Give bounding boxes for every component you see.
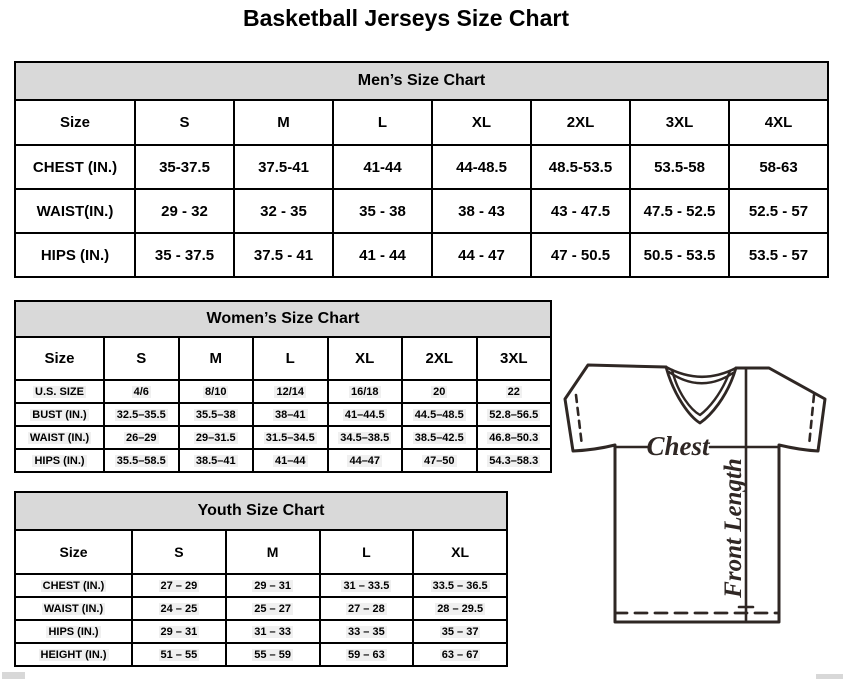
men-size-col-header: XL [432, 100, 531, 145]
youth-size-value-text: 51 – 55 [160, 648, 198, 661]
youth-measurement-label-text: CHEST (IN.) [42, 579, 105, 592]
women-size-value [402, 403, 477, 426]
women-measurement-label-text: HIPS (IN.) [34, 454, 85, 467]
youth-size-value [132, 597, 226, 620]
women-size-value-text: 32.5–35.5 [116, 408, 166, 421]
men-measurement-row [15, 233, 828, 277]
youth-measurement-label [15, 643, 132, 666]
youth-measurement-row [15, 620, 507, 643]
women-size-value-text: 41–44 [274, 454, 306, 467]
men-size-value: 47.5 - 52.5 [630, 189, 729, 233]
youth-size-col-header: M [226, 530, 320, 574]
women-size-value [179, 403, 254, 426]
youth-measurement-label [15, 620, 132, 643]
jersey-measurement-diagram [557, 358, 835, 628]
women-size-value-text: 20 [433, 385, 446, 398]
youth-size-value-text: 31 – 33 [254, 625, 291, 638]
men-size-col-header: L [333, 100, 432, 145]
men-measurement-label: WAIST(IN.) [15, 189, 135, 233]
youth-measurement-row [15, 597, 507, 620]
youth-size-value-text: 63 – 67 [441, 648, 479, 661]
men-size-value: 41-44 [333, 145, 432, 189]
men-size-corner-header: Size [15, 100, 135, 145]
youth-size-value [320, 620, 414, 643]
men-size-value: 43 - 47.5 [531, 189, 630, 233]
men-size-value: 35-37.5 [135, 145, 234, 189]
youth-measurement-row [15, 643, 507, 666]
women-table-title: Women’s Size Chart [15, 301, 551, 337]
women-size-value [179, 449, 254, 472]
women-size-value-text: 22 [507, 385, 520, 398]
women-measurement-label [15, 380, 104, 403]
men-size-value: 53.5 - 57 [729, 233, 828, 277]
men-size-value: 35 - 38 [333, 189, 432, 233]
front-length-label: Front Length [720, 458, 747, 598]
men-size-value: 37.5-41 [234, 145, 333, 189]
women-size-value [179, 380, 254, 403]
women-size-value-text: 38–41 [274, 408, 306, 421]
women-size-col-header: S [104, 337, 179, 380]
women-size-value [402, 449, 477, 472]
youth-size-value [413, 574, 507, 597]
women-table-header-band [15, 301, 551, 337]
youth-size-value-text: 28 – 29.5 [437, 602, 484, 615]
youth-size-corner-header: Size [15, 530, 132, 574]
youth-size-value [413, 620, 507, 643]
women-size-value [179, 426, 254, 449]
youth-size-value-text: 33 – 35 [348, 625, 385, 638]
women-size-value [328, 403, 403, 426]
women-size-value-text: 44.5–48.5 [414, 408, 464, 421]
women-size-value-text: 4/6 [133, 385, 149, 398]
youth-size-col-header: XL [413, 530, 507, 574]
youth-size-value-text: 55 – 59 [254, 648, 291, 661]
women-size-value-text: 26–29 [125, 431, 157, 444]
men-size-value: 47 - 50.5 [531, 233, 630, 277]
women-size-value-text: 8/10 [205, 385, 227, 398]
women-size-value [477, 403, 552, 426]
men-size-col-header: 2XL [531, 100, 630, 145]
women-measurement-label-text: U.S. SIZE [35, 385, 84, 398]
men-size-value: 38 - 43 [432, 189, 531, 233]
youth-size-value-text: 33.5 – 36.5 [432, 579, 488, 592]
women-size-value [477, 380, 552, 403]
women-size-value [402, 426, 477, 449]
women-size-value-text: 35.5–38 [195, 408, 236, 421]
youth-size-header-row [15, 530, 507, 574]
women-measurement-label [15, 449, 104, 472]
left-cuff-dashed-line [576, 395, 582, 446]
women-size-value-text: 34.5–38.5 [340, 431, 390, 444]
men-size-value: 37.5 - 41 [234, 233, 333, 277]
men-size-col-header: S [135, 100, 234, 145]
women-size-value-text: 38.5–42.5 [414, 431, 464, 444]
women-size-value-text: 29–31.5 [195, 431, 236, 444]
women-size-value-text: 54.3–58.3 [489, 454, 539, 467]
youth-measurement-row [15, 574, 507, 597]
youth-size-value [320, 574, 414, 597]
youth-measurement-label [15, 574, 132, 597]
women-size-value-text: 35.5–58.5 [116, 454, 166, 467]
women-size-value-text: 16/18 [350, 385, 379, 398]
youth-size-value [320, 643, 414, 666]
women-size-value-text: 47–50 [423, 454, 455, 467]
youth-measurement-label-text: HIPS (IN.) [48, 625, 99, 638]
men-table-header-band [15, 62, 828, 100]
women-size-col-header: XL [328, 337, 403, 380]
women-measurement-label-text: BUST (IN.) [32, 408, 87, 421]
men-measurement-row [15, 145, 828, 189]
women-size-value [477, 426, 552, 449]
men-size-value: 48.5-53.5 [531, 145, 630, 189]
youth-size-value-text: 29 – 31 [160, 625, 198, 638]
women-size-value [402, 380, 477, 403]
youth-size-value [226, 620, 320, 643]
men-size-value: 32 - 35 [234, 189, 333, 233]
youth-size-value-text: 27 – 28 [348, 602, 385, 615]
men-size-table [14, 61, 829, 278]
women-size-col-header: L [253, 337, 328, 380]
men-measurement-label: HIPS (IN.) [15, 233, 135, 277]
youth-measurement-label-text: WAIST (IN.) [43, 602, 104, 615]
horizontal-scrollbar-thumb-left[interactable] [2, 672, 25, 679]
women-size-col-header: 2XL [402, 337, 477, 380]
men-size-value: 44 - 47 [432, 233, 531, 277]
women-size-value [253, 403, 328, 426]
youth-size-value-text: 35 – 37 [441, 625, 479, 638]
youth-size-value [226, 643, 320, 666]
women-measurement-label-text: WAIST (IN.) [29, 431, 90, 444]
youth-size-value [226, 597, 320, 620]
men-size-value: 44-48.5 [432, 145, 531, 189]
jersey-outline-drawing [557, 358, 835, 628]
youth-size-value [226, 574, 320, 597]
men-size-col-header: M [234, 100, 333, 145]
youth-size-value-text: 24 – 25 [160, 602, 198, 615]
women-measurement-label [15, 403, 104, 426]
men-size-value: 35 - 37.5 [135, 233, 234, 277]
men-size-value: 53.5-58 [630, 145, 729, 189]
youth-table-header-band [15, 492, 507, 530]
youth-measurement-label-text: HEIGHT (IN.) [40, 648, 107, 661]
youth-size-table [14, 491, 508, 667]
youth-size-value [413, 643, 507, 666]
women-measurement-row [15, 426, 551, 449]
youth-size-col-header: L [320, 530, 414, 574]
women-size-value-text: 44–47 [349, 454, 381, 467]
women-size-value-text: 38.5–41 [195, 454, 236, 467]
youth-size-col-header: S [132, 530, 226, 574]
women-size-value [104, 449, 179, 472]
horizontal-scrollbar-thumb-right[interactable] [816, 674, 843, 679]
youth-size-value-text: 27 – 29 [160, 579, 198, 592]
chest-label: Chest [646, 431, 710, 461]
youth-size-value-text: 25 – 27 [254, 602, 291, 615]
men-size-value: 50.5 - 53.5 [630, 233, 729, 277]
youth-size-value [132, 643, 226, 666]
women-size-value-text: 12/14 [276, 385, 305, 398]
women-measurement-row [15, 380, 551, 403]
women-size-value [328, 449, 403, 472]
youth-size-value [413, 597, 507, 620]
women-size-corner-header: Size [15, 337, 104, 380]
page-title: Basketball Jerseys Size Chart [242, 5, 569, 31]
women-size-value [328, 380, 403, 403]
youth-size-value-text: 31 – 33.5 [343, 579, 390, 592]
women-measurement-label [15, 426, 104, 449]
men-size-col-header: 4XL [729, 100, 828, 145]
right-cuff-dashed-line [809, 395, 814, 446]
men-size-col-header: 3XL [630, 100, 729, 145]
youth-table-title: Youth Size Chart [15, 492, 507, 530]
youth-size-value-text: 59 – 63 [348, 648, 385, 661]
men-size-value: 41 - 44 [333, 233, 432, 277]
men-size-value: 52.5 - 57 [729, 189, 828, 233]
women-size-value-text: 31.5–34.5 [265, 431, 315, 444]
youth-size-value [320, 597, 414, 620]
women-size-value [104, 403, 179, 426]
women-size-value [328, 426, 403, 449]
women-size-value [253, 380, 328, 403]
women-size-header-row [15, 337, 551, 380]
youth-measurement-label [15, 597, 132, 620]
women-size-value [104, 426, 179, 449]
youth-size-value-text: 29 – 31 [254, 579, 291, 592]
women-measurement-row [15, 403, 551, 426]
women-size-value-text: 52.8–56.5 [489, 408, 539, 421]
youth-size-value [132, 574, 226, 597]
women-size-col-header: 3XL [477, 337, 552, 380]
women-size-value [104, 380, 179, 403]
women-size-table [14, 300, 552, 473]
men-measurement-label: CHEST (IN.) [15, 145, 135, 189]
men-size-value: 58-63 [729, 145, 828, 189]
women-size-value-text: 41–44.5 [344, 408, 385, 421]
women-size-value [253, 426, 328, 449]
women-measurement-row [15, 449, 551, 472]
men-table-title: Men’s Size Chart [15, 62, 828, 100]
men-size-header-row [15, 100, 828, 145]
women-size-col-header: M [179, 337, 254, 380]
men-size-value: 29 - 32 [135, 189, 234, 233]
men-measurement-row [15, 189, 828, 233]
women-size-value [477, 449, 552, 472]
women-size-value-text: 46.8–50.3 [489, 431, 539, 444]
women-size-value [253, 449, 328, 472]
youth-size-value [132, 620, 226, 643]
jersey-body-outline [565, 365, 825, 622]
